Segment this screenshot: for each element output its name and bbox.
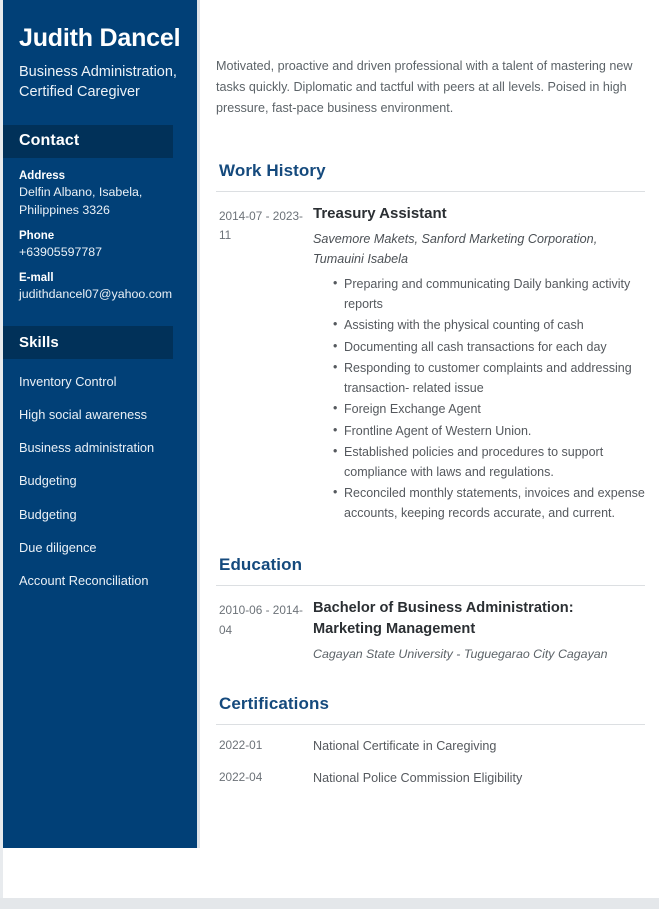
work-history-heading: Work History [219, 160, 326, 180]
work-history-entry [216, 204, 645, 526]
identity-block [3, 22, 197, 103]
candidate-professional-title: Business Administration, Certified Caregiver [19, 64, 177, 100]
email-label: E-mall [19, 272, 54, 285]
candidate-name: Judith Dancel [19, 24, 181, 52]
professional-summary: Motivated, proactive and driven professional with a talent of mastering new tasks quickly. Diplomatic and tactful with peers at all levels. Poised in high pressure, fast-pace business environment. [216, 59, 633, 115]
entry-dates: 2014-07 - 2023-11 [219, 208, 303, 242]
section-divider [216, 191, 645, 192]
list-item: • Responding to customer complaints and addressing transaction- related issue [333, 359, 645, 398]
section-divider [216, 585, 645, 586]
list-item: • Foreign Exchange Agent [333, 400, 645, 420]
education-heading: Education [219, 555, 303, 575]
certification-date: 2022-01 [219, 737, 263, 752]
phone-value: +63905597787 [19, 245, 103, 260]
certification-name: National Police Commission Eligibility [313, 770, 523, 785]
school-name: Cagayan State University - Tuguegarao City Cagayan [313, 646, 608, 661]
skills-list [3, 359, 197, 590]
list-item: • Assisting with the physical counting of cash [333, 316, 645, 336]
skills-section [3, 326, 173, 359]
work-history-section [216, 161, 645, 526]
list-item: • Established policies and procedures to support compliance with laws and regulations. [333, 443, 645, 482]
education-section [216, 555, 645, 663]
certification-date: 2022-04 [219, 769, 263, 784]
certification-row [216, 769, 645, 788]
list-item: High social awareness [19, 406, 148, 422]
entry-body [313, 204, 645, 526]
list-item: Due diligence [19, 539, 97, 555]
job-title: Treasury Assistant [313, 204, 447, 222]
duties-list [313, 275, 645, 523]
list-item: Account Reconciliation [19, 573, 149, 589]
email-value: judithdancel07@yahoo.com [19, 287, 173, 302]
address-label: Address [19, 169, 66, 182]
certification-name: National Certificate in Caregiving [313, 738, 497, 753]
main-content [203, 0, 659, 801]
contact-details [3, 158, 197, 304]
certification-row [216, 737, 645, 756]
employer-name: Savemore Makets, Sanford Marketing Corporation, Tumauini Isabela [313, 232, 598, 267]
certifications-heading: Certifications [219, 693, 330, 713]
list-item: Inventory Control [19, 373, 117, 389]
list-item: • Preparing and communicating Daily banking activity reports [333, 275, 645, 314]
degree-title: Bachelor of Business Administration: Marketing Management [313, 600, 574, 637]
section-divider [216, 724, 645, 725]
list-item: • Reconciled monthly statements, invoices and expense accounts, keeping records accurate, and current. [333, 484, 645, 523]
skills-heading: Skills [3, 326, 173, 359]
contact-heading: Contact [3, 125, 173, 158]
list-item: Business administration [19, 440, 155, 456]
entry-body [313, 598, 645, 663]
phone-label: Phone [19, 230, 55, 243]
address-value: Delfin Albano, Isabela, Philippines 3326 [19, 184, 143, 217]
certifications-section [216, 694, 645, 788]
list-item: Budgeting [19, 506, 77, 522]
education-entry [216, 598, 645, 663]
page-bottom-edge [0, 898, 659, 909]
sidebar [3, 0, 200, 848]
contact-section [3, 125, 173, 158]
list-item: • Frontline Agent of Western Union. [333, 422, 645, 442]
list-item: • Documenting all cash transactions for each day [333, 338, 645, 358]
entry-dates: 2010-06 - 2014-04 [219, 603, 303, 637]
list-item: Budgeting [19, 473, 77, 489]
